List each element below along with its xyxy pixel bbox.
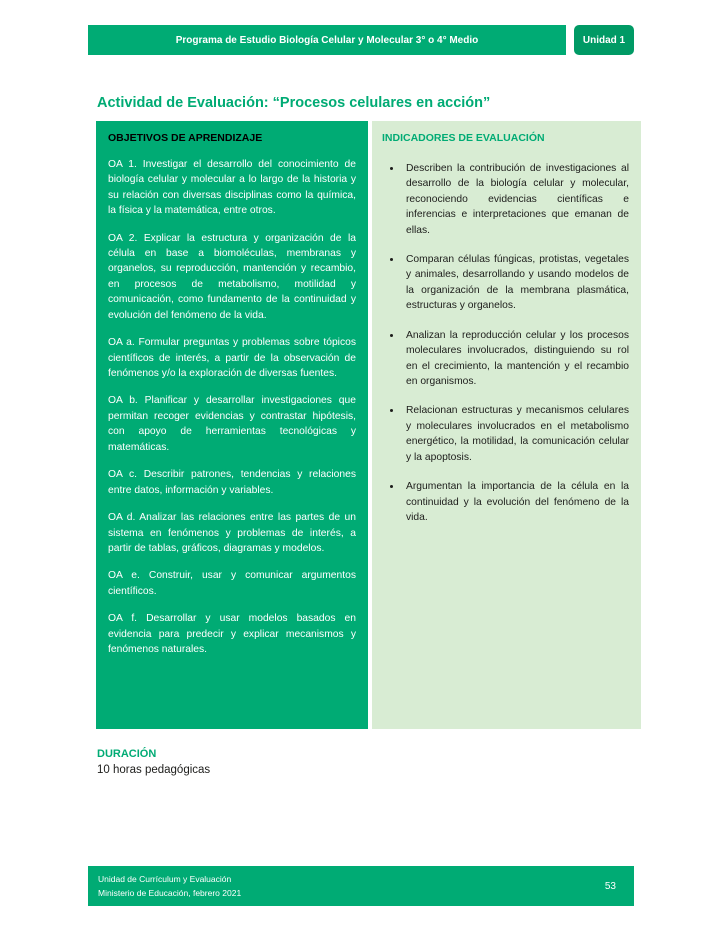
indicators-list [382,161,629,526]
objectives-column [96,121,368,729]
page-header [88,25,634,55]
objective-paragraph: OA e. Construir, usar y comunicar argumentos científicos. [108,570,356,597]
indicator-item: • Argumentan la importancia de la célula en la continuidad y la evolución del fenómeno de la vida. [402,479,629,525]
indicators-column [372,121,641,729]
page-number: 53 [604,880,616,892]
unit-badge-label: Unidad 1 [582,34,626,46]
objective-paragraph: OA 1. Investigar el desarrollo del conocimiento de biología celular y molecular a lo largo de la historia y su relación con diversas disciplinas como la química, la física y la matemática, entre otros. [108,158,356,217]
objective-paragraph: OA d. Analizar las relaciones entre las partes de un sistema en fenómenos y problemas de interés, a partir de tablas, gráficos, diagramas y modelos. [108,512,356,554]
indicator-item: • Analizan la reproducción celular y los procesos moleculares involucrados, distinguiendo su rol en el crecimiento, la mantención y el recambio en organismos. [402,328,629,390]
program-title: Programa de Estudio Biología Celular y Molecular 3° o 4° Medio [175,34,479,46]
footer-org-block [98,872,241,901]
indicators-heading: INDICADORES DE EVALUACIÓN [382,132,545,144]
indicator-item: • Comparan células fúngicas, protistas, vegetales y animales, desarrollando y usando modelos de la organización de la membrana plasmática, estructuras y organelos. [402,252,629,314]
duration-value: 10 horas pedagógicas [97,764,211,776]
objective-paragraph: OA b. Planificar y desarrollar investigaciones que permitan recoger evidencias y contrastar hipótesis, con apoyo de herramientas tecnológicas y matemáticas. [108,395,356,453]
activity-title: Actividad de Evaluación: “Procesos celulares en acción” [97,94,491,111]
footer-org-line2: Ministerio de Educación, febrero 2021 [98,888,242,898]
unit-badge [574,25,634,55]
program-title-bar [88,25,566,55]
objective-paragraph: OA f. Desarrollar y usar modelos basados en evidencia para predecir y explicar mecanismos y fenómenos naturales. [108,613,356,656]
evaluation-table [96,121,641,729]
objective-paragraph: OA a. Formular preguntas y problemas sobre tópicos científicos de interés, a partir de la observación de fenómenos y/o la exploración de diversas fuentes. [108,337,356,379]
page-footer [88,866,634,906]
indicator-item: • Relacionan estructuras y mecanismos celulares y moleculares involucrados en el metabolismo energético, la motilidad, la comunicación celular y la apoptosis. [402,403,629,465]
duration-heading: DURACIÓN [97,748,157,760]
objective-paragraph: OA c. Describir patrones, tendencias y relaciones entre datos, información y variables. [108,469,356,496]
indicator-item: • Describen la contribución de investigaciones al desarrollo de la biología celular y molecular, reconociendo evidencias científicas e inferencias e interpretaciones que emanan de ellas. [402,161,629,238]
objectives-heading: OBJETIVOS DE APRENDIZAJE [108,132,263,144]
objective-paragraph: OA 2. Explicar la estructura y organización de la célula en base a biomoléculas, membranas y organelos, su reproducción, mantención y recambio, en procesos de metabolismo, motilidad y comunicación, como fundamento de la continuidad y evolución del fenómeno de la vida. [108,232,356,321]
duration-section [97,748,210,776]
footer-org-line1: Unidad de Currículum y Evaluación [98,873,232,884]
